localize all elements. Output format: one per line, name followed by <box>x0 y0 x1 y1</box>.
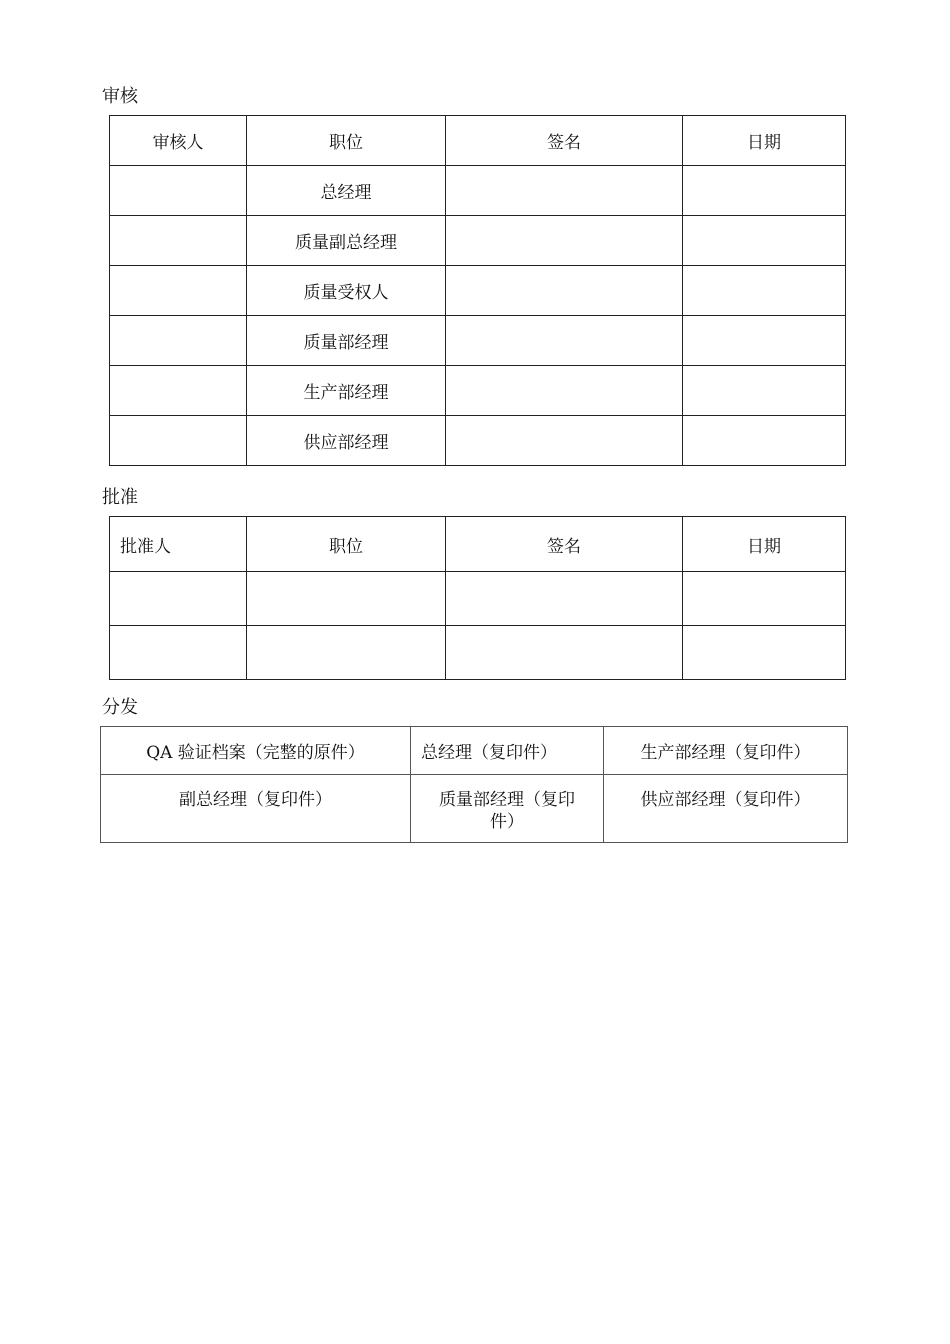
position-cell: 质量部经理 <box>247 316 446 366</box>
table-row <box>110 166 846 216</box>
distribution-cell: 质量部经理（复印件） <box>411 775 604 843</box>
table-row <box>110 572 846 626</box>
review-table <box>109 115 846 466</box>
distribution-section-title: 分发 <box>102 697 138 718</box>
approval-section-title: 批准 <box>102 487 138 508</box>
table-row <box>101 775 848 843</box>
distribution-cell: QA 验证档案（完整的原件） <box>101 727 411 775</box>
reviewer-cell[interactable] <box>110 166 247 216</box>
review-section-title: 审核 <box>102 86 138 107</box>
reviewer-cell[interactable] <box>110 216 247 266</box>
table-row <box>101 727 848 775</box>
position-cell: 质量受权人 <box>247 266 446 316</box>
approval-table <box>109 516 846 680</box>
signature-cell[interactable] <box>446 216 683 266</box>
date-cell[interactable] <box>683 316 846 366</box>
reviewer-cell[interactable] <box>110 416 247 466</box>
date-cell[interactable] <box>683 572 846 626</box>
position-cell[interactable] <box>247 626 446 680</box>
header-signature: 签名 <box>446 116 683 166</box>
position-cell: 质量副总经理 <box>247 216 446 266</box>
table-header-row <box>110 517 846 572</box>
table-row <box>110 316 846 366</box>
distribution-cell: 生产部经理（复印件） <box>604 727 848 775</box>
distribution-cell: 总经理（复印件） <box>411 727 604 775</box>
date-cell[interactable] <box>683 626 846 680</box>
distribution-table <box>100 726 848 843</box>
date-cell[interactable] <box>683 366 846 416</box>
header-date: 日期 <box>683 517 846 572</box>
signature-cell[interactable] <box>446 416 683 466</box>
signature-cell[interactable] <box>446 166 683 216</box>
table-row <box>110 416 846 466</box>
table-header-row <box>110 116 846 166</box>
table-row <box>110 366 846 416</box>
approver-cell[interactable] <box>110 572 247 626</box>
table-row <box>110 216 846 266</box>
date-cell[interactable] <box>683 416 846 466</box>
header-position: 职位 <box>247 517 446 572</box>
reviewer-cell[interactable] <box>110 316 247 366</box>
date-cell[interactable] <box>683 216 846 266</box>
header-approver: 批准人 <box>110 517 247 572</box>
table-row <box>110 266 846 316</box>
header-signature: 签名 <box>446 517 683 572</box>
position-cell: 供应部经理 <box>247 416 446 466</box>
position-cell: 生产部经理 <box>247 366 446 416</box>
signature-cell[interactable] <box>446 266 683 316</box>
signature-cell[interactable] <box>446 316 683 366</box>
reviewer-cell[interactable] <box>110 366 247 416</box>
distribution-cell: 供应部经理（复印件） <box>604 775 848 843</box>
date-cell[interactable] <box>683 166 846 216</box>
header-date: 日期 <box>683 116 846 166</box>
signature-cell[interactable] <box>446 572 683 626</box>
date-cell[interactable] <box>683 266 846 316</box>
header-position: 职位 <box>247 116 446 166</box>
distribution-cell: 副总经理（复印件） <box>101 775 411 843</box>
position-cell: 总经理 <box>247 166 446 216</box>
reviewer-cell[interactable] <box>110 266 247 316</box>
signature-cell[interactable] <box>446 366 683 416</box>
header-reviewer: 审核人 <box>110 116 247 166</box>
position-cell[interactable] <box>247 572 446 626</box>
approver-cell[interactable] <box>110 626 247 680</box>
table-row <box>110 626 846 680</box>
signature-cell[interactable] <box>446 626 683 680</box>
